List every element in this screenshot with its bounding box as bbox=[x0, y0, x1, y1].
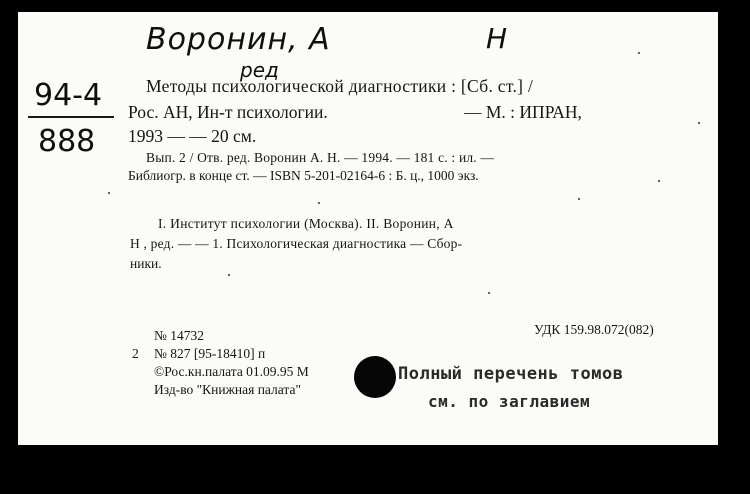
handwritten-author: Воронин, А bbox=[146, 22, 331, 57]
stamp-line-1: Полный перечень томов bbox=[398, 364, 624, 384]
entry-imprint: — М. : ИПРАН, bbox=[464, 102, 582, 122]
copyright-line: ©Рос.кн.палата 01.09.95 М bbox=[154, 364, 309, 379]
tracing-line-2: Н , ред. — — 1. Психологическая диагностика — Сбор- bbox=[130, 236, 463, 251]
entry-extent-line: 1993 — — 20 см. bbox=[128, 126, 257, 146]
entry-responsibility-line: Рос. АН, Ин-т психологии. bbox=[128, 102, 328, 122]
shelfmark-divider bbox=[28, 116, 114, 118]
handwritten-shelfmark-bottom: 888 bbox=[38, 124, 96, 159]
scan-speck bbox=[318, 202, 320, 204]
tracing-line-3: ники. bbox=[130, 256, 162, 271]
publisher-line: Изд-во "Книжная палата" bbox=[154, 382, 301, 397]
scan-speck bbox=[488, 292, 490, 294]
handwritten-editor-note: ред bbox=[240, 58, 279, 82]
scan-speck bbox=[228, 274, 230, 276]
tracing-line-1: I. Институт психологии (Москва). II. Воронин, А bbox=[158, 216, 454, 231]
udk-code: УДК 159.98.072(082) bbox=[534, 322, 654, 337]
entry-title-line: Методы психологической диагностики : [Сб. ст.] / bbox=[146, 76, 534, 96]
catalog-card bbox=[18, 12, 718, 445]
entry-notes-line: Библиогр. в конце ст. — ISBN 5-201-02164-6 : Б. ц., 1000 экз. bbox=[128, 168, 479, 183]
scan-speck bbox=[658, 180, 660, 182]
ink-blot bbox=[354, 356, 396, 398]
scan-speck bbox=[578, 198, 580, 200]
scan-speck bbox=[698, 122, 700, 124]
stamp-line-2: см. по заглавием bbox=[428, 392, 591, 411]
scan-speck bbox=[638, 52, 640, 54]
handwritten-initial: Н bbox=[486, 22, 508, 55]
registration-number: № 827 [95-18410] п bbox=[154, 346, 266, 361]
copy-count: 2 bbox=[132, 346, 139, 361]
scan-speck bbox=[108, 192, 110, 194]
card-number: № 14732 bbox=[154, 328, 205, 343]
entry-volume-line: Вып. 2 / Отв. ред. Воронин А. Н. — 1994. — 181 с. : ил. — bbox=[146, 150, 495, 165]
handwritten-shelfmark-top: 94-4 bbox=[34, 78, 103, 113]
